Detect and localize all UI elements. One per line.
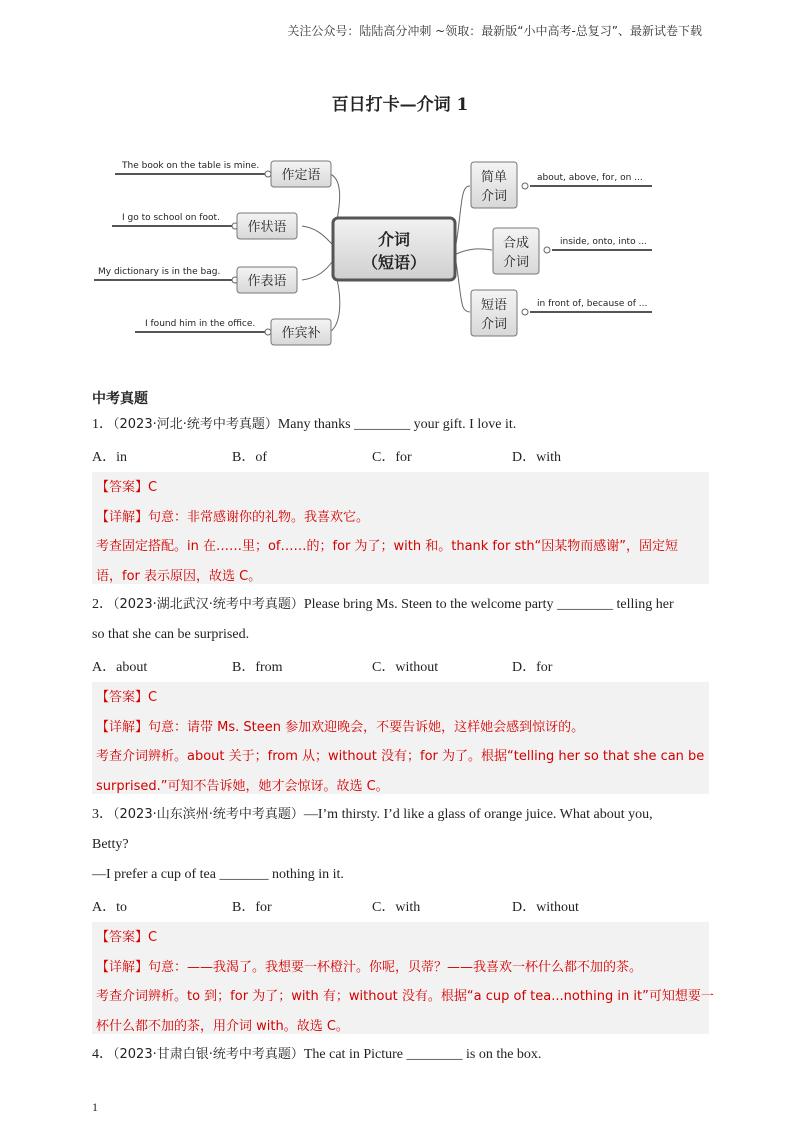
mindmap-node-label: 作宾补 [281, 326, 321, 341]
option-c: C．with [372, 900, 421, 915]
option-d: D．with [512, 450, 561, 465]
answer-detail: 【详解】句意：非常感谢你的礼物。我喜欢它。 [96, 510, 370, 525]
mindmap-node-label: 作状语 [247, 220, 287, 235]
question-text: so that she can be surprised. [92, 627, 250, 642]
question-text: —I prefer a cup of tea _______ nothing in it. [92, 867, 344, 882]
option-d: D．without [512, 900, 579, 915]
answer-options [92, 446, 692, 466]
answer-label: 【答案】C [96, 930, 158, 945]
question-number: 2． [92, 597, 113, 612]
mindmap-example: about, above, for, on ... [537, 173, 643, 183]
mindmap-example: I go to school on foot. [122, 213, 220, 223]
mindmap-node-label: 作表语 [247, 274, 287, 289]
answer-analysis: 考查介词辨析。to 到；for 为了；with 有；without 没有。根据“a cup of tea...nothing in it”可知想要一 [96, 989, 714, 1004]
option-a: A．about [92, 660, 148, 675]
question-text: Many thanks ________ your gift. I love it. [277, 417, 517, 432]
question-stem [92, 416, 516, 434]
answer-options [92, 896, 692, 916]
answer-box [92, 472, 709, 584]
question-source: （2023·甘肃白银·统考中考真题） [113, 1047, 304, 1062]
mindmap-node-label: 作定语 [281, 168, 321, 183]
mindmap-node-label: 介词 [480, 189, 508, 204]
option-c: C．without [372, 660, 439, 675]
mindmap-diagram [90, 150, 710, 360]
answer-analysis: 考查固定搭配。in 在……里；of……的；for 为了；with 和。thank for sth“因某物而感谢”，固定短 [96, 539, 679, 554]
answer-detail: 【详解】句意：请带 Ms. Steen 参加欢迎晚会，不要告诉她，这样她会感到惊讶的。 [96, 720, 585, 735]
answer-analysis: surprised.”可知不告诉她，她才会惊讶。故选 C。 [96, 779, 389, 794]
answer-box [92, 682, 709, 794]
question-text: Betty? [92, 837, 129, 852]
question-text: —I’m thirsty. I’d like a glass of orange juice. What about you, [303, 807, 653, 822]
mindmap-node-label: 介词 [502, 255, 530, 270]
question-stem [92, 1046, 541, 1064]
answer-analysis: 考查介词辨析。about 关于；from 从；without 没有；for 为了。根据“telling her so that she can be [96, 749, 705, 764]
mindmap-node-label: 介词 [480, 317, 508, 332]
page-number: 1 [92, 1100, 98, 1114]
question-stem [92, 596, 674, 614]
section-title: 中考真题 [92, 391, 148, 407]
mindmap-example: My dictionary is in the bag. [98, 267, 221, 277]
answer-options [92, 656, 692, 676]
mindmap-center-label: （短语） [361, 253, 427, 272]
answer-analysis: 语，for 表示原因，故选 C。 [96, 569, 262, 584]
mindmap-example: The book on the table is mine. [122, 161, 260, 171]
mindmap-node-label: 简单 [480, 170, 508, 185]
mindmap-example: inside, onto, into ... [560, 237, 648, 247]
question-source: （2023·湖北武汉·统考中考真题） [113, 597, 304, 612]
option-c: C．for [372, 450, 412, 465]
answer-label: 【答案】C [96, 480, 158, 495]
option-b: B．for [232, 900, 272, 915]
mindmap-node-label: 短语 [480, 298, 508, 313]
question-source: （2023·山东滨州·统考中考真题） [113, 807, 304, 822]
mindmap-example: I found him in the office. [145, 319, 256, 329]
option-b: B．from [232, 660, 283, 675]
option-d: D．for [512, 660, 553, 675]
answer-box [92, 922, 714, 1034]
question-text: Please bring Ms. Steen to the welcome party ________ telling her [303, 597, 674, 612]
mindmap-node-label: 合成 [502, 236, 530, 251]
header-note: 关注公众号：陆陆高分冲刺 ~领取：最新版“小中高考-总复习”、最新试卷下载 [287, 24, 702, 38]
answer-analysis: 杯什么都不加的茶，用介词 with。故选 C。 [96, 1019, 349, 1034]
question-number: 4． [92, 1047, 113, 1062]
question-text: The cat in Picture ________ is on the box. [303, 1047, 542, 1062]
answer-detail: 【详解】句意：——我渴了。我想要一杯橙汁。你呢，贝蒂？——我喜欢一杯什么都不加的茶。 [96, 960, 643, 975]
page-title: 百日打卡—介词 1 [331, 95, 469, 115]
option-b: B．of [232, 450, 267, 465]
option-a: A．to [92, 900, 127, 915]
mindmap-center-label: 介词 [377, 230, 411, 249]
question-stem [92, 806, 653, 824]
question-source: （2023·河北·统考中考真题） [113, 417, 278, 432]
question-number: 3． [92, 807, 113, 822]
question-number: 1． [92, 417, 113, 432]
mindmap-example: in front of, because of ... [537, 299, 648, 309]
answer-label: 【答案】C [96, 690, 158, 705]
option-a: A．in [92, 450, 127, 465]
